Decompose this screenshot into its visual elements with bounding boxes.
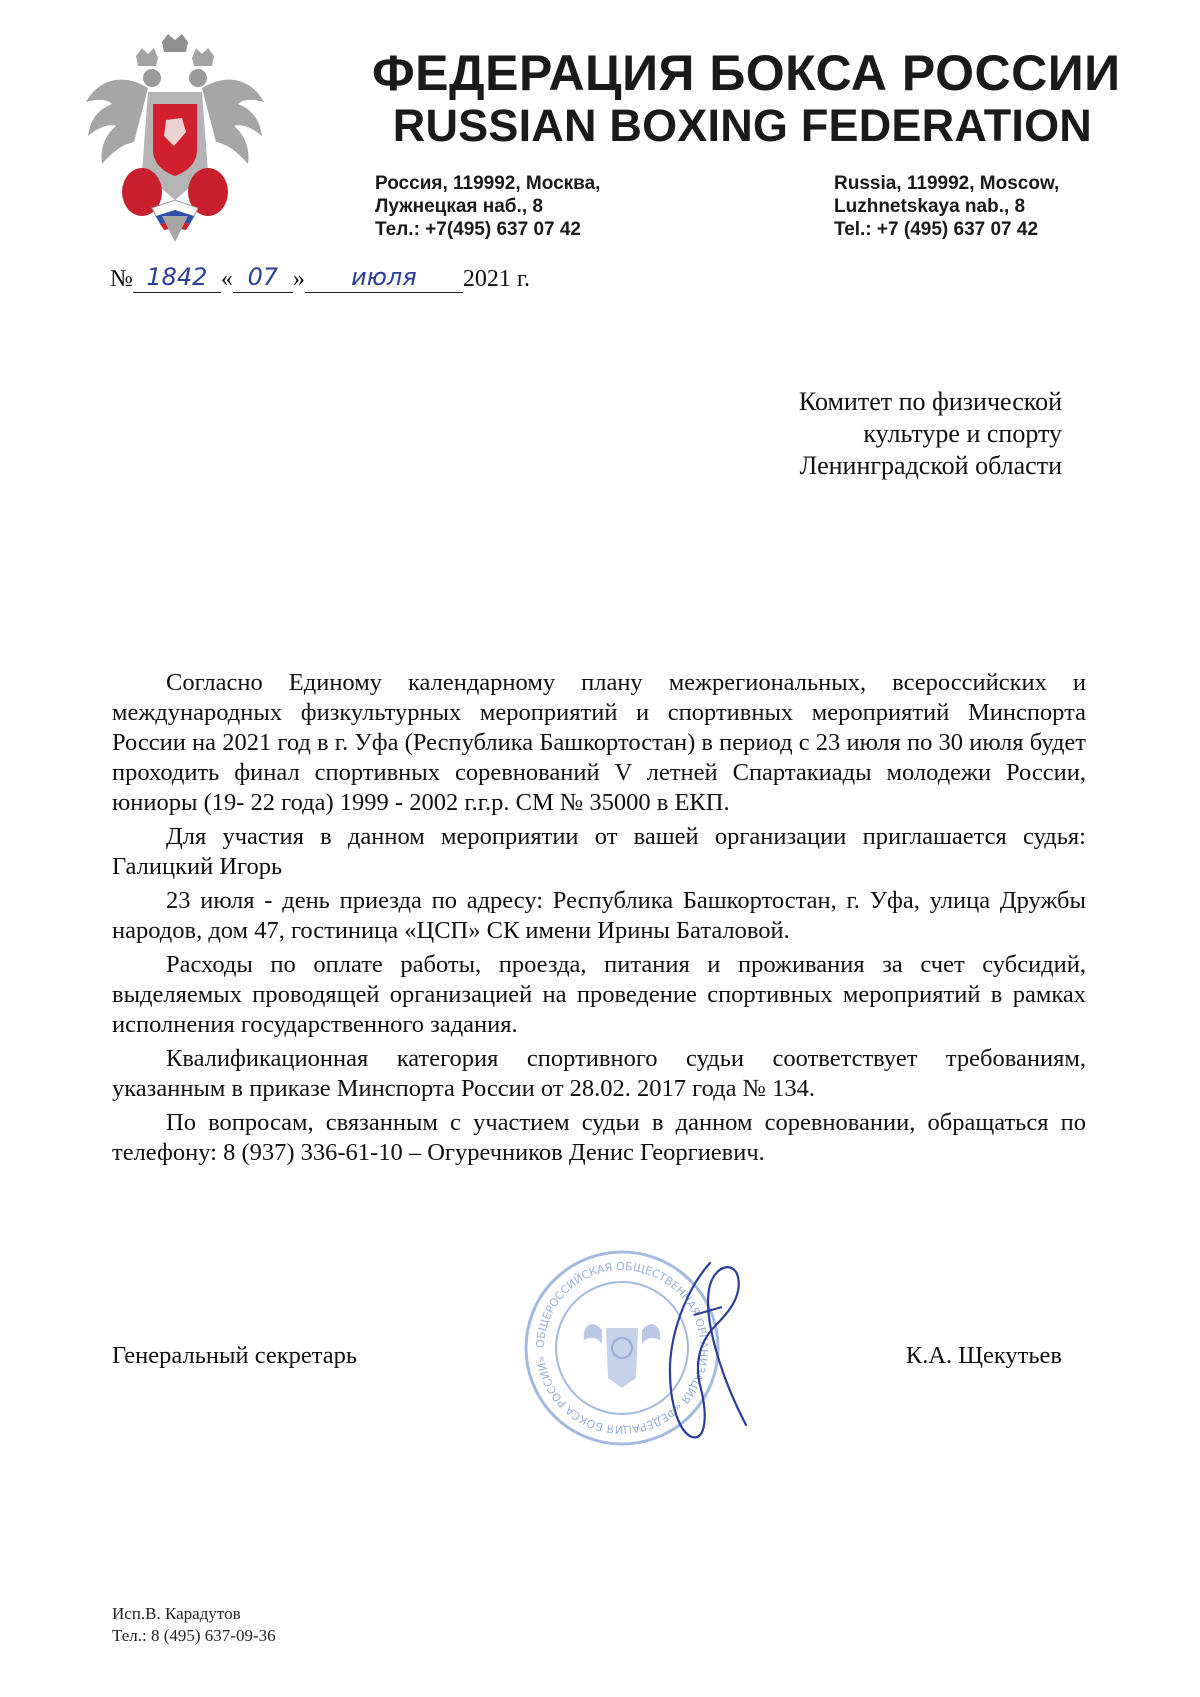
letter-body (112, 668, 1086, 1172)
executor-phone: Тел.: 8 (495) 637-09-36 (112, 1626, 276, 1645)
quote-close: » (292, 266, 305, 292)
address-ru-line: Тел.: +7(495) 637 07 42 (375, 219, 582, 240)
address-ru-block (375, 172, 600, 241)
addressee-block (799, 386, 1062, 482)
body-paragraph: Квалификационная категория спортивного судьи соответствует требованиям, указанным в приказе Минспорта России от 28.02. 2017 года № 134. (112, 1045, 1086, 1102)
executor-name: Исп.В. Карадутов (112, 1604, 241, 1623)
signatory-name: К.А. Щекутьев (905, 1342, 1062, 1369)
body-paragraph: 23 июля - день приезда по адресу: Республика Башкортостан, г. Уфа, улица Дружбы народов, дом 47, гостиница «ЦСП» СК имени Ирины Баталовой. (112, 887, 1086, 944)
registration-number: 1842 (133, 262, 221, 293)
address-ru-line: Россия, 119992, Москва, (375, 173, 601, 194)
addressee-line: Ленинградской области (799, 451, 1062, 480)
double-headed-eagle-emblem-icon (82, 32, 268, 244)
address-ru-line: Лужнецкая наб., 8 (375, 196, 543, 217)
svg-text:ОБЩЕРОССИЙСКАЯ ОБЩЕСТВЕННАЯ ОР: ОБЩЕРОССИЙСКАЯ ОБЩЕСТВЕННАЯ ОРГАНИЗАЦИЯ «ФЕДЕРАЦИЯ БОКСА РОССИИ» (533, 1259, 711, 1437)
quote-open: « (220, 266, 233, 292)
body-paragraph: Расходы по оплате работы, проезда, питания и проживания за счет субсидий, выделяемых проводящей организацией на проведение спортивных мероприятий в рамках исполнения государственного задания. (112, 951, 1086, 1038)
addressee-line: Комитет по физической (798, 387, 1062, 416)
body-paragraph: По вопросам, связанным с участием судьи в данном соревновании, обращаться по телефону: 8 (937) 336-61-10 – Огуречников Денис Георгиевич. (112, 1109, 1086, 1166)
org-name-en: RUSSIAN BOXING FEDERATION (392, 100, 1092, 151)
org-name-ru: ФЕДЕРАЦИЯ БОКСА РОССИИ (372, 45, 1121, 101)
body-paragraph: Согласно Единому календарному плану межрегиональных, всероссийских и международных физкультурных мероприятий и спортивных мероприятий Минспорта России на 2021 год в г. Уфа (Республика Башкортостан) в период с 23 июля по 30 июля будет проходить финал спортивных соревнований V летней Спартакиады молодежи России, юниоры (19- 22 года) 1999 - 2002 г.г.р. СМ № 35000 в ЕКП. (112, 669, 1086, 816)
address-en-line: Luzhnetskaya nab., 8 (834, 196, 1026, 217)
registration-year: 2021 г. (462, 266, 531, 292)
address-en-block (834, 172, 1059, 241)
number-sign: № (110, 266, 133, 292)
address-en-line: Tel.: +7 (495) 637 07 42 (834, 219, 1039, 240)
body-paragraph: Для участия в данном мероприятии от вашей организации приглашается судья: Галицкий Игорь (112, 823, 1086, 880)
address-en-line: Russia, 119992, Moscow, (834, 173, 1060, 194)
addressee-line: культуре и спорту (863, 419, 1062, 448)
registration-line (110, 262, 530, 293)
handwritten-signature-icon (650, 1255, 770, 1455)
signatory-title: Генеральный секретарь (112, 1342, 358, 1369)
registration-day: 07 (233, 262, 293, 293)
registration-month: июля (305, 262, 463, 293)
executor-block (112, 1603, 276, 1647)
